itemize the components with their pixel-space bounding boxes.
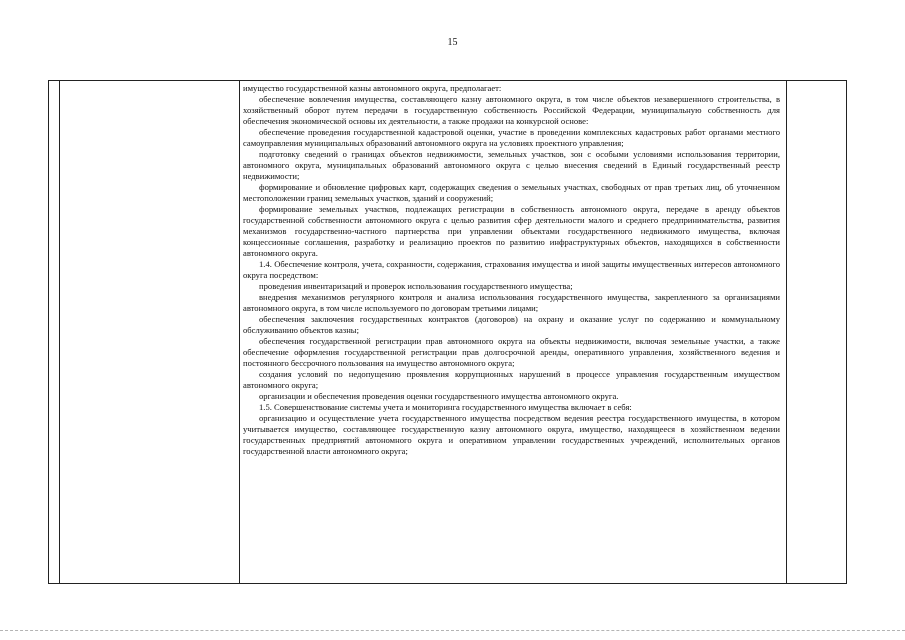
paragraph: формирование и обновление цифровых карт, содержащих сведения о земельных участках, свободных от прав третьих лиц, об уточненном местоположении границ земельных участков, зданий и сооружений; xyxy=(243,182,780,203)
paragraph: 1.5. Совершенствование системы учета и мониторинга государственного имущества включает в себя: xyxy=(259,402,632,412)
paragraph: подготовку сведений о границах объектов недвижимости, земельных участков, зон с особыми условиями использования территории, автономного округа, муниципальных образований автономного округа с целью внесения сведений в Единый государственный реестр недвижимости; xyxy=(243,149,780,181)
paragraph: 1.4. Обеспечение контроля, учета, сохранности, содержания, страхования имущества и иной защиты имущественных интересов автономного округа посредством: xyxy=(243,259,780,280)
paragraph: имущество государственной казны автономного округа, предполагает: xyxy=(243,83,502,93)
page-number: 15 xyxy=(447,37,458,48)
paragraph: создания условий по недопущению проявления коррупционных нарушений в процессе управления государственным имуществом автономного округа; xyxy=(243,369,780,390)
table-column-divider xyxy=(59,81,60,583)
paragraph: внедрения механизмов регулярного контроля и анализа использования государственного имущества, закрепленного за организациями автономного округа, в том числе используемого по договорам третьими лицами; xyxy=(243,292,780,313)
paragraph: обеспечения государственной регистрации прав автономного округа на объекты недвижимости, включая земельные участки, а также обеспечение оформления государственной регистрации прав долгосрочной аренды, оперативного управления, хозяйственного ведения и постоянного бессрочного пользования на имущество автономного округа; xyxy=(243,336,780,368)
paragraph: обеспечение вовлечения имущества, составляющего казну автономного округа, в том числе объектов незавершенного строительства, в хозяйственный оборот путем передачи в государственную собственность Российской Федерации, муниципальную собственность для обеспечения экономической основы их деятельности, а также продажи на конкурсной основе: xyxy=(243,94,780,126)
paragraph: проведения инвентаризаций и проверок использования государственного имущества; xyxy=(259,281,573,291)
scan-edge-line xyxy=(0,630,905,633)
paragraph: организацию и осуществление учета государственного имущества посредством ведения реестра государственного имущества, в котором учитывается имущество, составляющее государственную казну автономного округа, имущество, находящееся в хозяйственном ведении государственных предприятий автономного округа и оперативном управлении государственных учреждений, исполнительных органов государственной власти автономного округа; xyxy=(243,413,780,456)
paragraph: формирование земельных участков, подлежащих регистрации в собственность автономного округа, передаче в аренду объектов государственной собственности автономного округа с целью развития сфер деятельности малого и среднего предпринимательства, развития механизмов государственно-частного партнерства при управлении объектами государственного недвижимого имущества, включая концессионные соглашения, разработку и реализацию проектов по развитию инфраструктурных объектов, находящихся в собственности автономного округа. xyxy=(243,204,780,258)
paragraph: обеспечения заключения государственных контрактов (договоров) на охрану и оказание услуг по содержанию и коммунальному обслуживанию объектов казны; xyxy=(243,314,780,335)
table-cell-text xyxy=(243,83,780,457)
document-table xyxy=(48,80,847,584)
table-column-divider xyxy=(786,81,787,583)
paragraph: организации и обеспечения проведения оценки государственного имущества автономного округа. xyxy=(259,391,619,401)
table-column-divider xyxy=(239,81,240,583)
paragraph: обеспечение проведения государственной кадастровой оценки, участие в проведении комплексных кадастровых работ органами местного самоуправления муниципальных образований автономного округа на условиях проектного управления; xyxy=(243,127,780,148)
